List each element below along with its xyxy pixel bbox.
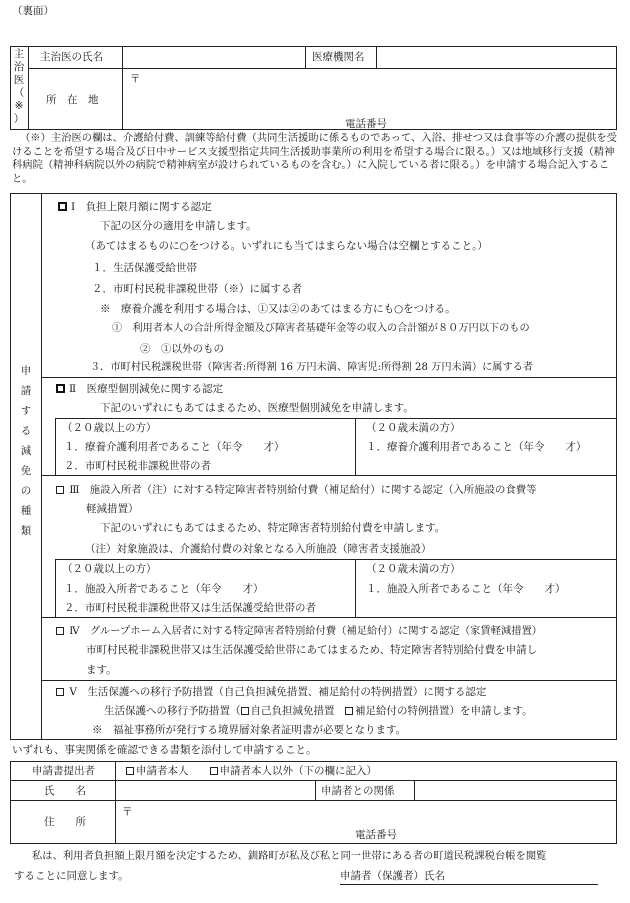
self-burden-checkbox[interactable] — [241, 707, 249, 715]
section-2-right-head: （２０歳未満の方） — [366, 422, 461, 434]
section-5-line: 生活保護への移行予防措置（ 自己負担減免措置 補足給付の特例措置）を申請します。 — [104, 705, 533, 717]
section-1-option[interactable]: １．生活保護受給世帯 — [92, 262, 197, 274]
section-3-title-cont: 軽減措置） — [86, 503, 139, 515]
submitter-name-field[interactable] — [116, 781, 314, 799]
section-1-line: （あてはまるものに○をつける。いずれにも当てはまらない場合は空欄とすること。） — [85, 240, 488, 252]
section-4-line: ます。 — [86, 664, 117, 676]
section-3-right-item[interactable]: １．施設入所者であること（年令 才） — [366, 583, 566, 595]
consent-line-2: することに同意します。 — [14, 870, 129, 882]
section-1-option[interactable]: ３．市町村民税課税世帯（障害者:所得割 16 万円未満、障害児:所得割 28 万円未満）に属する者 — [90, 362, 534, 373]
section-2-left-item[interactable]: １．療養介護利用者であること（年令 才） — [64, 441, 285, 453]
submitter-self-checkbox[interactable] — [126, 767, 134, 775]
section-3-note: （注）対象施設は、介護給付費の対象となる入所施設（障害者支援施設） — [85, 543, 432, 555]
section-5-title: Ⅴ 生活保護への移行予防措置（自己負担減免措置、補足給付の特例措置）に関する認定 — [56, 686, 486, 699]
section-1-option[interactable]: ２．市町村民税非課税世帯（※）に属する者 — [92, 283, 302, 295]
section-2-left-head: （２０歳以上の方） — [62, 422, 157, 434]
relation-label: 申請者との関係 — [321, 785, 395, 797]
section-3-line: 下記のいずれにもあてはまるため、特定障害者特別給付費を申請します。 — [100, 522, 446, 534]
section-2-line: 下記のいずれにもあてはまるため、医療型個別減免を申請します。 — [100, 402, 414, 414]
signature-field[interactable] — [445, 866, 598, 883]
reduction-side-label: 申 請 す る 減 免 の 種 類 — [20, 365, 32, 537]
section-4-line: 市町村民税非課税世帯又は生活保護受給世帯にあてはまるため、特定障害者特別給付費を申請し — [86, 644, 538, 656]
section-1-option[interactable]: ① 利用者本人の合計所得金額及び障害者基礎年金等の収入の合計額が８０万円以下のもの — [112, 323, 530, 334]
section-3-right-head: （２０歳未満の方） — [366, 563, 461, 575]
submitter-other-checkbox[interactable] — [210, 767, 218, 775]
page-label: （裏面） — [12, 5, 54, 17]
doctor-postal-mark: 〒 — [130, 73, 141, 85]
section-3-checkbox[interactable] — [56, 486, 64, 494]
consent-line-1: 私は、利用者負担額上限月額を決定するため、釧路町が私及び私と同一世帯にある者の町道民税課税台帳を閲覧 — [32, 850, 547, 862]
section-1-line: 下記の区分の適用を申請します。 — [100, 220, 257, 232]
submitter-row-label: 申請書提出者 — [32, 765, 95, 777]
doctor-phone-label: 電話番号 — [345, 118, 387, 130]
institution-label: 医療機関名 — [312, 51, 365, 63]
doctor-note: （※）主治医の欄は、介護給付費、訓練等給付費（共同生活援助に係るものであって、入浴、排せつ又は食事等の介護の提供を受けることを希望する場合及び日中サービス支援型指定共同生活援助事業所の利用を希望する場合に限る。）又は地域移行支援（精神科病院（精神科病院以外の病院で精神病室が設けられているものを含む。）に入院している者に限る。）を申請する場合記入すること。 — [12, 132, 617, 185]
submitter-phone-label: 電話番号 — [355, 829, 397, 841]
section-1-option[interactable]: ② ①以外のもの — [140, 343, 224, 355]
submitter-name-label: 氏 名 — [44, 785, 86, 797]
doctor-address-label: 所 在 地 — [46, 94, 99, 106]
section-2-right-item[interactable]: １．療養介護利用者であること（年令 才） — [366, 441, 587, 453]
supplement-checkbox[interactable] — [345, 707, 353, 715]
section-1-line: ※ 療養介護を利用する場合は、①又は②のあてはまる方にも○をつける。 — [100, 303, 456, 315]
section-5-note: ※ 福祉事務所が発行する境界層対象者証明書が必要となります。 — [92, 724, 407, 736]
section-3-left-item[interactable]: ２．市町村民税非課税世帯又は生活保護受給世帯の者 — [64, 602, 316, 614]
section-2-checkbox[interactable] — [56, 384, 65, 393]
institution-field[interactable] — [377, 47, 616, 67]
relation-field[interactable] — [415, 781, 616, 799]
section-3-title: Ⅲ 施設入所者（注）に対する特定障害者特別給付費（補足給付）に関する認定（入所施設の食費等 — [56, 484, 537, 497]
submitter-address-label: 住 所 — [44, 816, 86, 828]
section-2-title: Ⅱ 医療型個別減免に関する認定 — [56, 383, 223, 396]
section-3-left-item[interactable]: １．施設入所者であること（年令 才） — [64, 583, 264, 595]
section-2-left-item[interactable]: ２．市町村民税非課税世帯の者 — [64, 460, 211, 472]
section-4-checkbox[interactable] — [56, 627, 64, 635]
doctor-side-label: 主 治 医 （ ※ ） — [13, 48, 25, 125]
section-3-left-head: （２０歳以上の方） — [62, 563, 157, 575]
submitter-postal-mark: 〒 — [122, 806, 133, 818]
section-5-checkbox[interactable] — [56, 688, 64, 696]
submitter-options: 申請者本人 申請者本人以外（下の欄に記入） — [126, 765, 377, 778]
section-1-checkbox[interactable] — [58, 202, 67, 211]
section-4-title: Ⅳ グループホーム入居者に対する特定障害者特別給付費（補足給付）に関する認定（家賃軽減措置） — [56, 625, 542, 638]
doctor-name-label: 主治医の氏名 — [40, 51, 103, 63]
doctor-name-field[interactable] — [123, 47, 304, 67]
evidence-note: いずれも、事実関係を確認できる書類を添付して申請すること。 — [12, 744, 317, 756]
section-1-title: Ⅰ 負担上限月額に関する認定 — [58, 201, 212, 214]
signature-label: 申請者（保護者）氏名 — [340, 870, 445, 882]
